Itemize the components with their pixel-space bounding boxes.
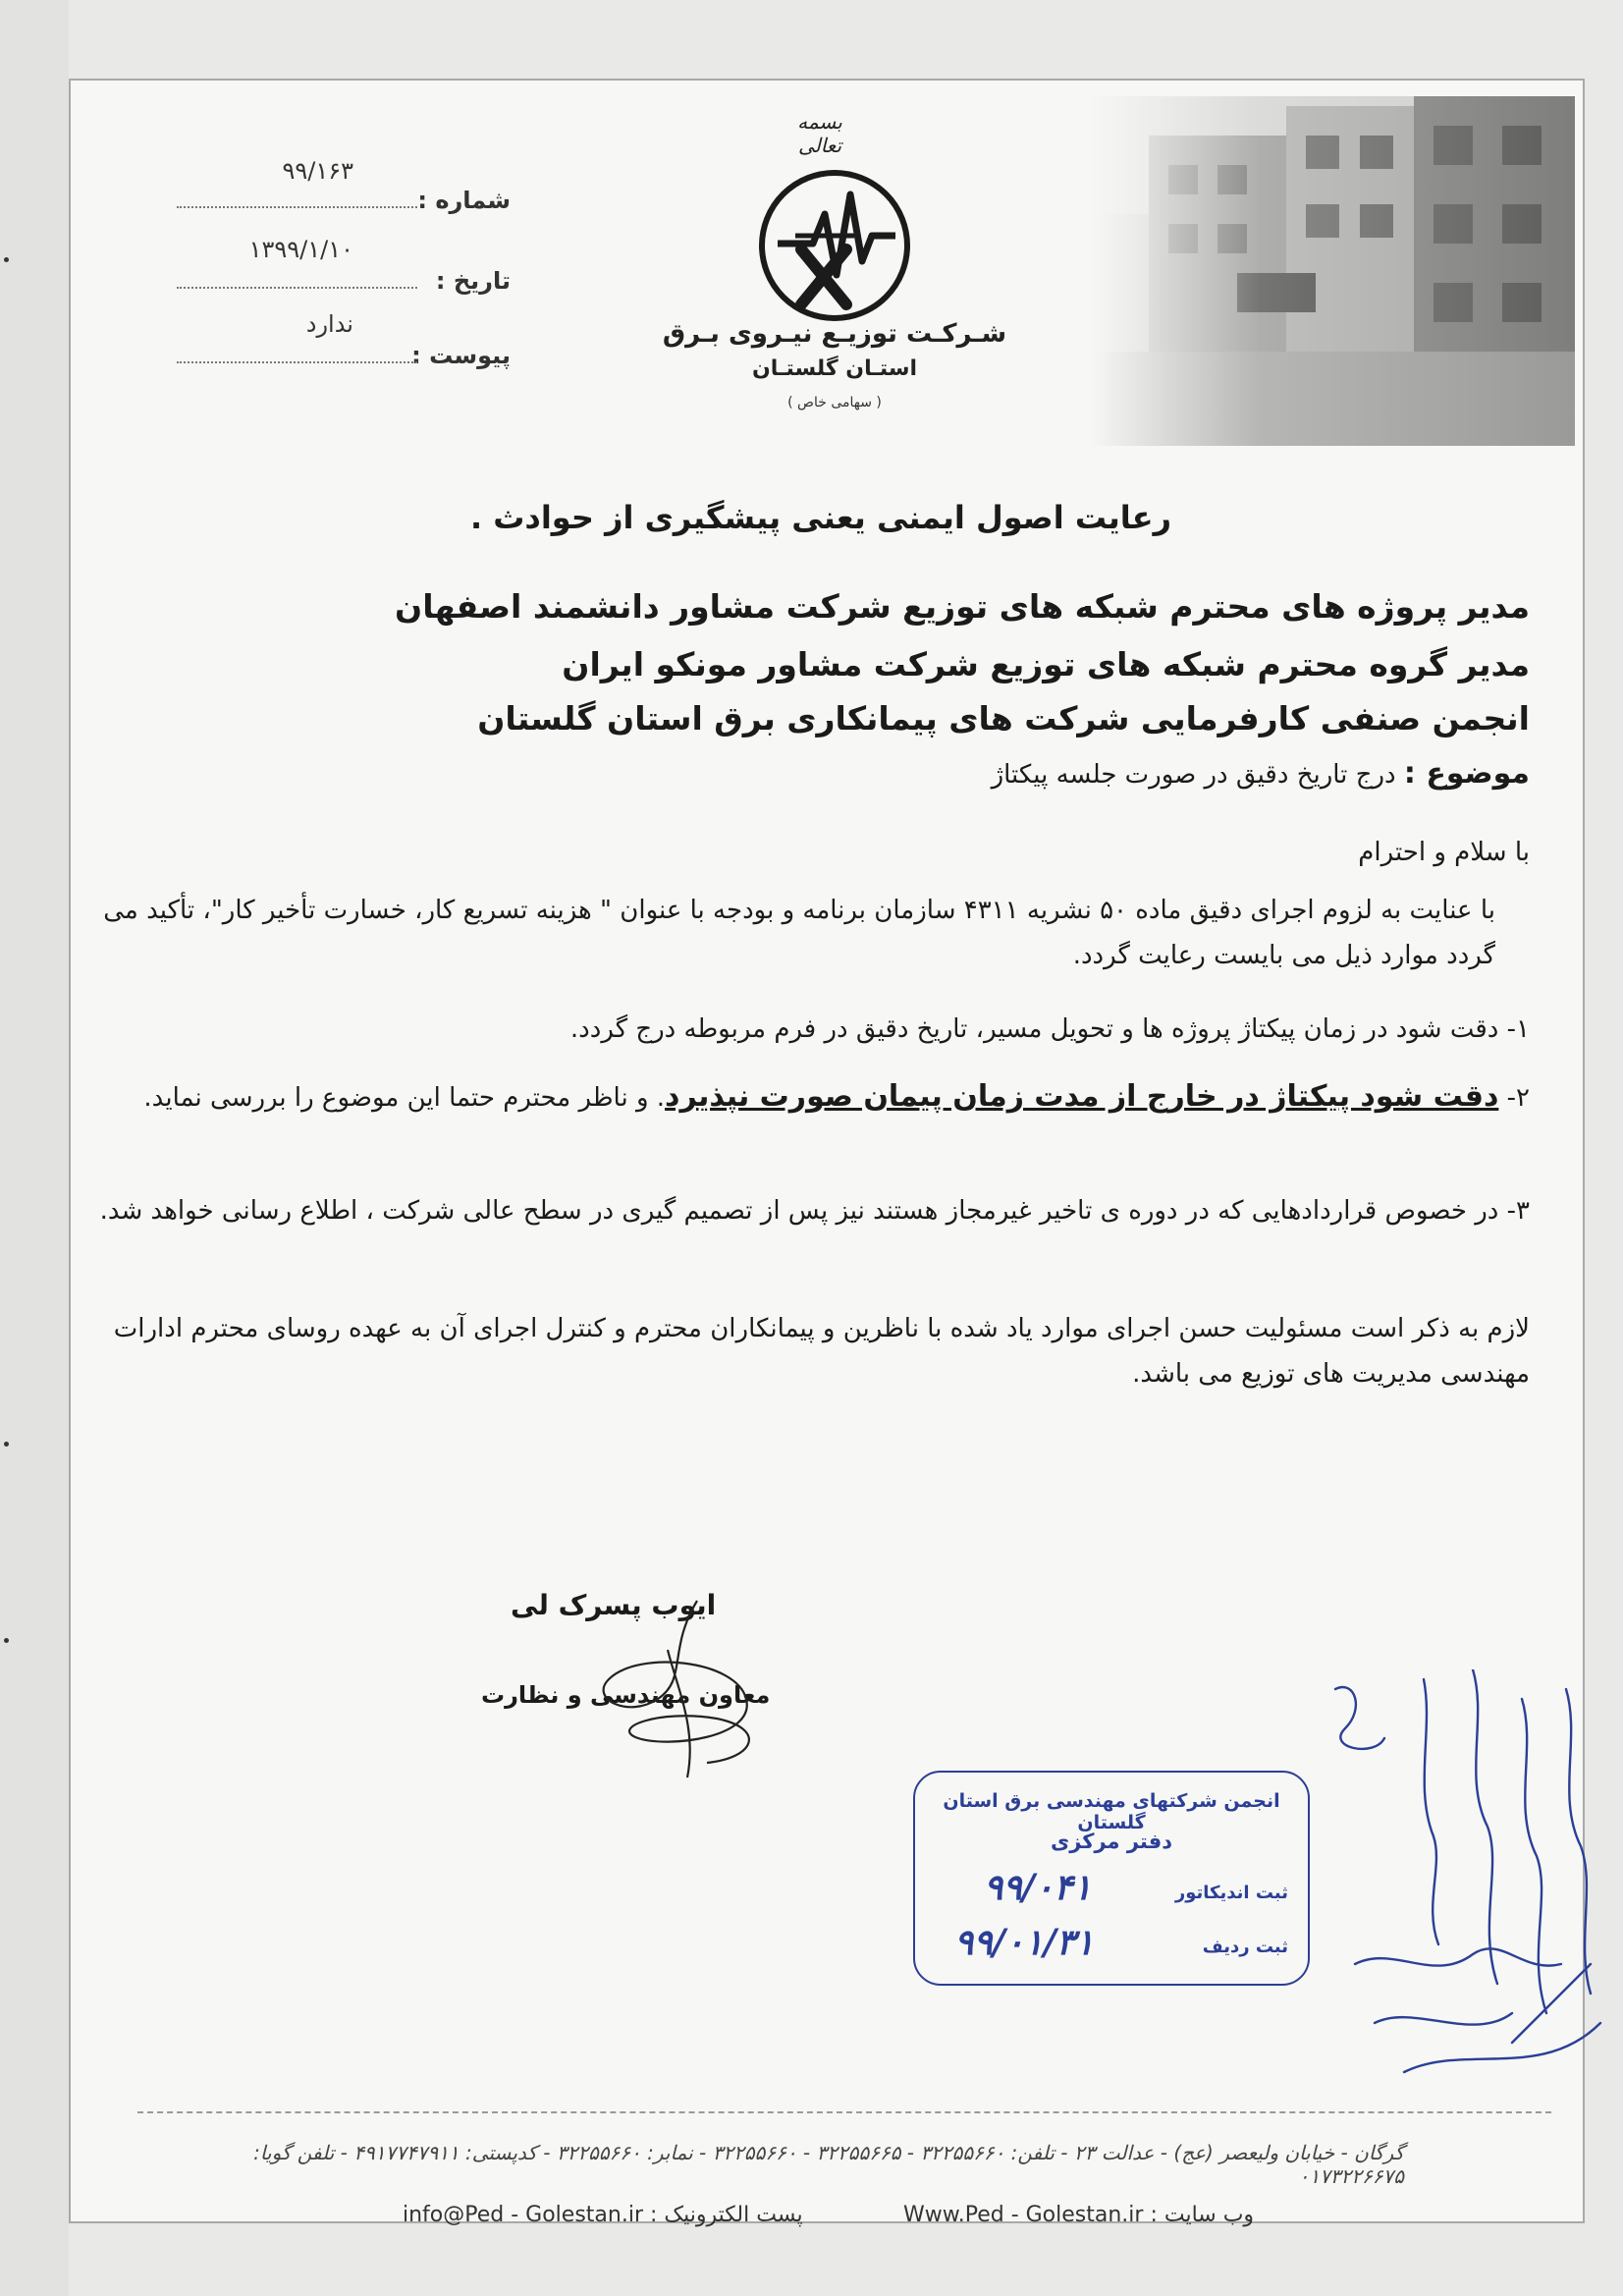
safety-slogan: رعایت اصول ایمنی یعنی پیشگیری از حوادث . (469, 499, 1171, 536)
date-line (177, 287, 417, 289)
scan-mark (4, 257, 9, 262)
attachment-label: پیوست : (411, 342, 511, 369)
closing-paragraph: لازم به ذکر است مسئولیت حسن اجرای موارد یاد شده با ناظرین و پیمانکاران محترم و کنترل اجرای آن به عهده روسای محترم ادارات مهندسی مدیریت های توزیع می باشد. (113, 1314, 1530, 1389)
stamp-indicator-value: ۹۹/۰۴۱ (984, 1867, 1092, 1908)
signatory-title: معاون مهندسی و نظارت (481, 1681, 771, 1709)
item-2-rest: . و ناظر محترم حتما این موضوع را بررسی نماید. (143, 1083, 666, 1113)
number-value: ۹۹/۱۶۳ (282, 157, 353, 185)
company-province: استـان گلستـان (751, 356, 918, 381)
recipient-3: انجمن صنفی کارفرمایی شرکت های پیمانکاری برق استان گلستان (477, 699, 1530, 738)
item-2-number: ۲- (1498, 1083, 1530, 1113)
subject-line (992, 756, 1530, 791)
stamp-row-label: ثبت ردیف (1202, 1937, 1288, 1957)
date-label: تاریخ : (435, 267, 511, 295)
company-block (648, 319, 1021, 410)
subject-text: درج تاریخ دقیق در صورت جلسه پیکتاژ (991, 760, 1396, 790)
attachment-field (98, 310, 511, 391)
handwritten-signature (550, 1591, 805, 1787)
item-1: ۱- دقت شود در زمان پیکتاژ پروژه ها و تحویل مسیر، تاریخ دقیق در فرم مربوطه درج گردد. (569, 1014, 1530, 1044)
footer-divider (137, 2111, 1551, 2113)
attachment-line (177, 361, 417, 363)
date-value: ۱۳۹۹/۱/۱۰ (248, 236, 353, 263)
footer-address: گرگان - خیابان ولیعصر (عج) - عدالت ۲۳ - تلفن: ۳۲۲۵۵۶۶۰ - ۳۲۲۵۵۶۶۵ - ۳۲۲۵۵۶۶۰ - نمابر: ۳۲۲۵۵۶۶۰ - کدپستی: ۴۹۱۷۷۴۷۹۱۱ - تلفن گویا: ۰۱۷۳۲۲۶۶۷۵ (253, 2141, 1404, 2188)
greeting: با سلام و احترام (1358, 838, 1530, 867)
bismillah: بسمه تعالی (797, 110, 842, 157)
footer-website (903, 2203, 1254, 2227)
number-label: شماره : (417, 187, 511, 214)
item-2 (96, 1074, 1530, 1121)
stamp-office: دفتر مرکزی (1050, 1830, 1173, 1853)
item-2-emphasis: دقت شود پیکتاژ در خارج از مدت زمان پیمان صورت نپذیرد (665, 1079, 1499, 1114)
company-type: ( سهامی خاص ) (787, 395, 882, 410)
email-label: پست الکترونیک : (650, 2203, 803, 2227)
recipient-1: مدیر پروژه های محترم شبکه های توزیع شرکت مشاور دانشمند اصفهان (395, 587, 1530, 626)
building-photo (1090, 96, 1575, 446)
letter-date-field (98, 236, 511, 316)
signatory-name: ایوب پسرک لی (511, 1589, 717, 1621)
attachment-value: ندارد (305, 310, 353, 338)
scan-mark (4, 1442, 9, 1447)
company-name: شـرکـت توزیـع نیـروی بـرق (662, 319, 1007, 349)
stamp-row-value: ۹۹/۰۱/۳۱ (954, 1922, 1095, 1963)
subject-label: موضوع : (1403, 756, 1530, 791)
scan-mark (4, 1638, 9, 1643)
website-value: Www.Ped - Golestan.ir (903, 2203, 1144, 2227)
number-line (177, 206, 417, 208)
handwritten-margin-note (1316, 1669, 1610, 2121)
item-3: ۳- در خصوص قراردادهایی که در دوره ی تاخیر غیرمجاز هستند نیز پس از تصمیم گیری در سطح عالی شرکت ، اطلاع رسانی خواهد شد. (99, 1196, 1530, 1226)
scan-edge (0, 0, 69, 2296)
recipient-2: مدیر گروه محترم شبکه های توزیع شرکت مشاور مونکو ایران (562, 645, 1530, 683)
email-value: info@Ped - Golestan.ir (403, 2203, 643, 2227)
intro-paragraph: با عنایت به لزوم اجرای دقیق ماده ۵۰ نشریه ۴۳۱۱ سازمان برنامه و بودجه با عنوان " هزینه تسریع کار، خسارت تأخیر کار"، تأکید می گردد موارد ذیل می بایست رعایت گردد. (103, 896, 1495, 970)
stamp-indicator-label: ثبت اندیکاتور (1174, 1883, 1288, 1903)
footer-email (403, 2203, 803, 2227)
stamp-organization: انجمن شرکتهای مهندسی برق استان گلستان (943, 1790, 1280, 1833)
registration-stamp (913, 1771, 1310, 1986)
letter-number-field (98, 157, 511, 236)
website-label: وب سایت : (1150, 2203, 1255, 2227)
company-logo (756, 167, 913, 324)
